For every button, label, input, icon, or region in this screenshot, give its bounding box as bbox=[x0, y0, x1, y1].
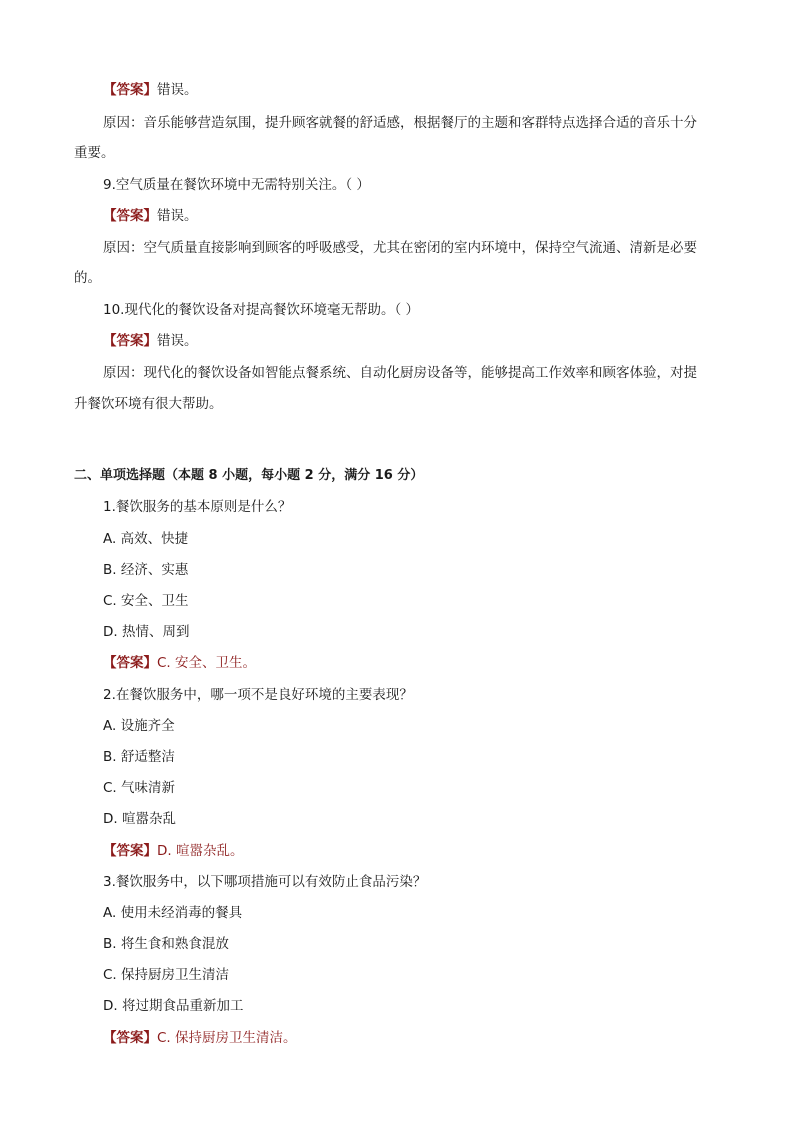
reason-line: 原因：现代化的餐饮设备如智能点餐系统、自动化厨房设备等，能够提高工作效率和顾客体验，对提 bbox=[103, 365, 697, 381]
option-b: B. 经济、实惠 bbox=[103, 562, 189, 578]
answer-tag: 【答案】 bbox=[103, 655, 157, 671]
answer-tag: 【答案】 bbox=[103, 82, 157, 98]
answer-line-s2-q2 bbox=[103, 841, 243, 861]
question-s2-q3: 3.餐饮服务中，以下哪项措施可以有效防止食品污染？ bbox=[103, 874, 427, 890]
answer-text: C. 保持厨房卫生清洁。 bbox=[157, 1030, 297, 1046]
question-s2-q2: 2.在餐饮服务中，哪一项不是良好环境的主要表现？ bbox=[103, 687, 413, 703]
option-c: C. 安全、卫生 bbox=[103, 593, 189, 609]
answer-tag: 【答案】 bbox=[103, 1030, 157, 1046]
answer-line-q10 bbox=[103, 331, 198, 351]
answer-line-s2-q1 bbox=[103, 653, 256, 673]
reason-line: 重要。 bbox=[74, 145, 115, 161]
question-q9: 9.空气质量在餐饮环境中无需特别关注。（ ） bbox=[103, 177, 370, 193]
answer-text: D. 喧嚣杂乱。 bbox=[157, 843, 244, 859]
answer-text: C. 安全、卫生。 bbox=[157, 655, 257, 671]
option-d: D. 热情、周到 bbox=[103, 624, 190, 640]
option-b: B. 舒适整洁 bbox=[103, 749, 175, 765]
answer-tag: 【答案】 bbox=[103, 208, 157, 224]
answer-tag: 【答案】 bbox=[103, 843, 157, 859]
answer-text: 错误。 bbox=[157, 82, 198, 98]
option-c: C. 保持厨房卫生清洁 bbox=[103, 967, 230, 983]
answer-text: 错误。 bbox=[157, 208, 198, 224]
option-d: D. 喧嚣杂乱 bbox=[103, 811, 176, 827]
question-s2-q1: 1.餐饮服务的基本原则是什么？ bbox=[103, 499, 292, 515]
option-a: A. 设施齐全 bbox=[103, 718, 175, 734]
answer-line-s2-q3 bbox=[103, 1028, 297, 1048]
reason-line: 的。 bbox=[74, 270, 101, 286]
answer-line-q8 bbox=[103, 80, 198, 100]
answer-text: 错误。 bbox=[157, 333, 198, 349]
reason-line: 升餐饮环境有很大帮助。 bbox=[74, 396, 223, 412]
option-d: D. 将过期食品重新加工 bbox=[103, 998, 244, 1014]
question-q10: 10.现代化的餐饮设备对提高餐饮环境毫无帮助。（ ） bbox=[103, 302, 420, 318]
section-heading: 二、单项选择题（本题 8 小题，每小题 2 分，满分 16 分） bbox=[74, 468, 424, 483]
option-c: C. 气味清新 bbox=[103, 780, 176, 796]
reason-line: 原因：音乐能够营造氛围，提升顾客就餐的舒适感，根据餐厅的主题和客群特点选择合适的音乐十分 bbox=[103, 115, 697, 131]
answer-tag: 【答案】 bbox=[103, 333, 157, 349]
option-a: A. 使用未经消毒的餐具 bbox=[103, 905, 243, 921]
answer-line-q9 bbox=[103, 206, 198, 226]
option-b: B. 将生食和熟食混放 bbox=[103, 936, 229, 952]
option-a: A. 高效、快捷 bbox=[103, 531, 189, 547]
reason-line: 原因：空气质量直接影响到顾客的呼吸感受，尤其在密闭的室内环境中，保持空气流通、清新是必要 bbox=[103, 240, 697, 256]
